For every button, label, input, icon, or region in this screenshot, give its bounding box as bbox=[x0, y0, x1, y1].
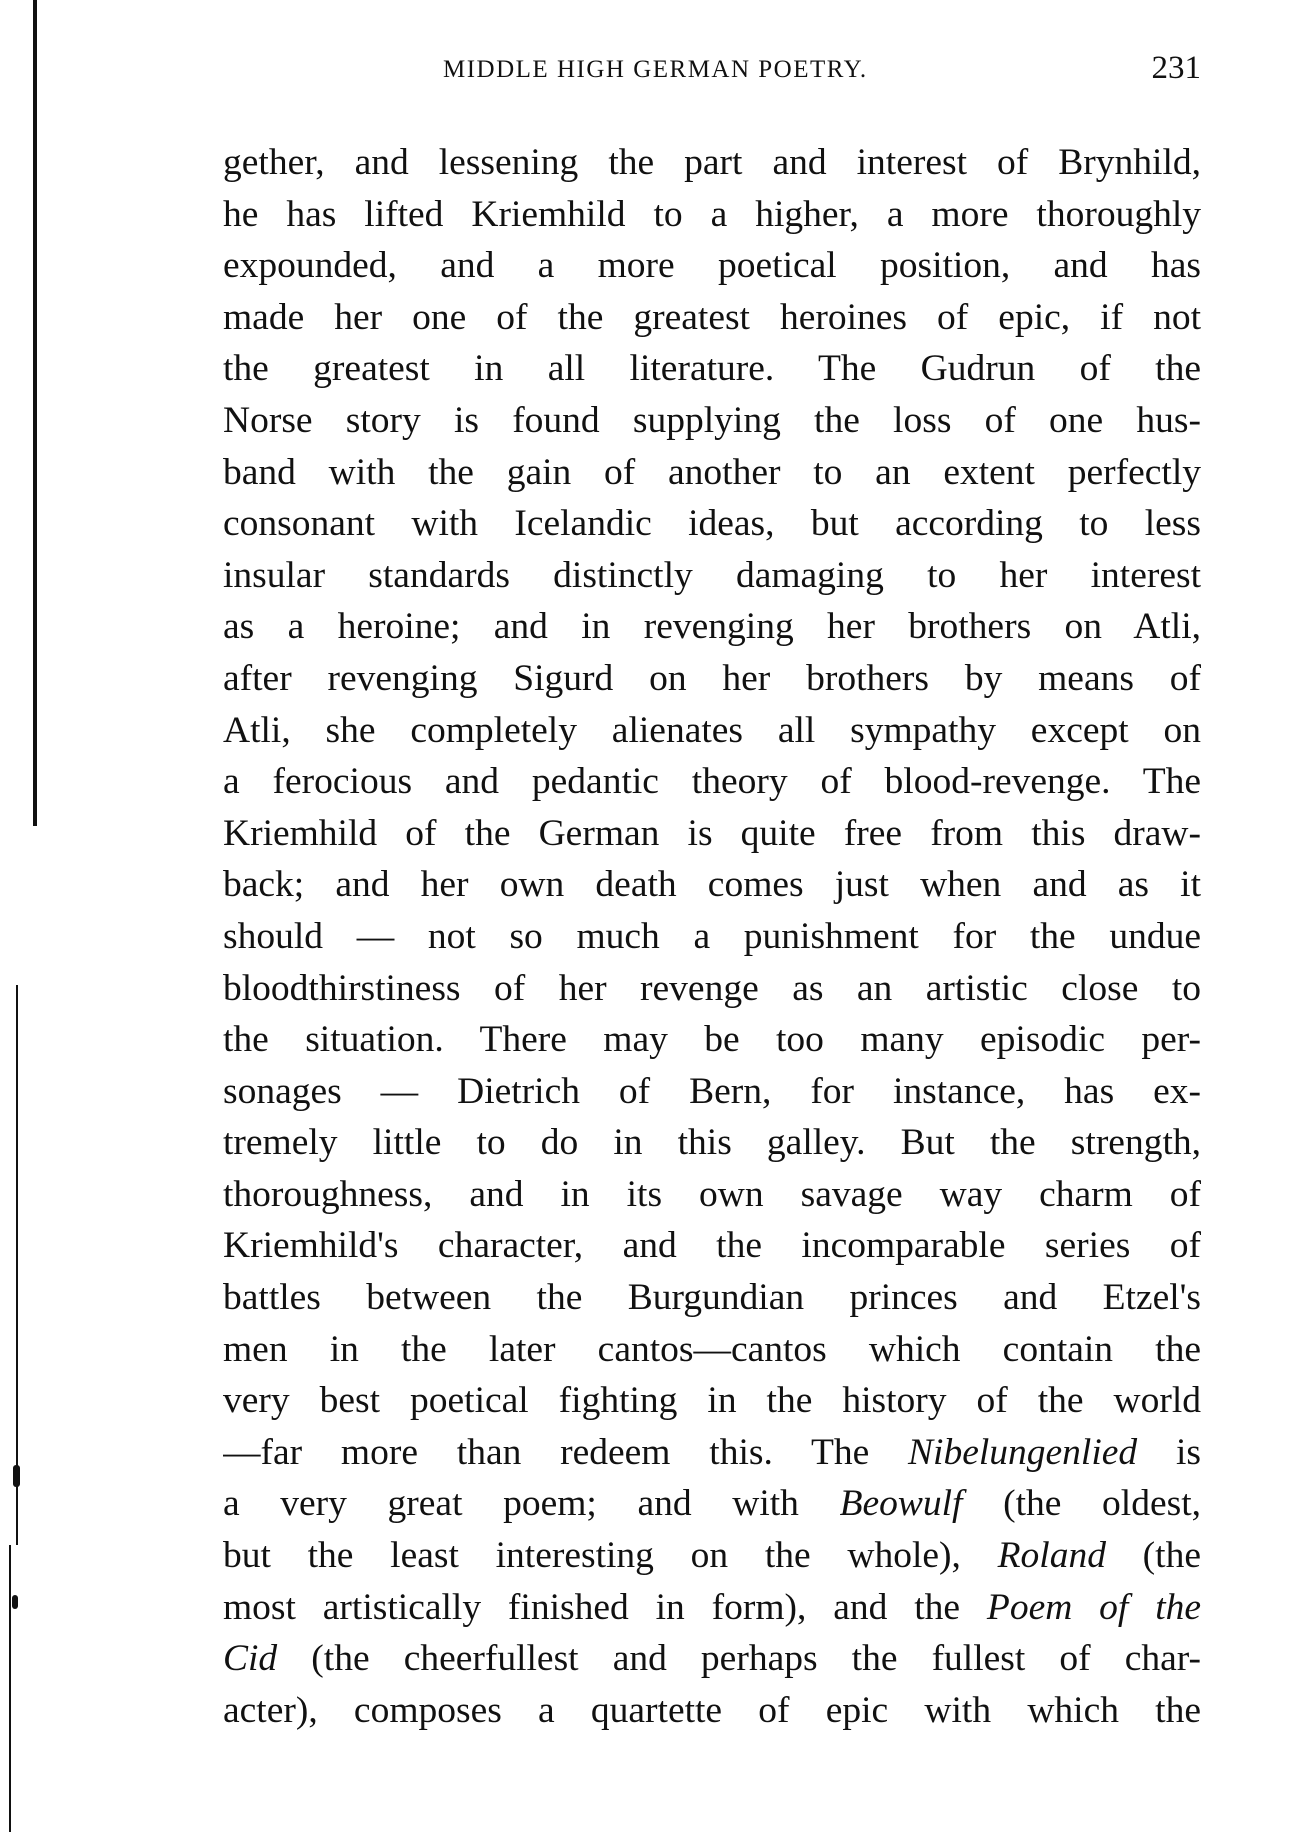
text-line bbox=[223, 189, 1201, 241]
italic-title: Nibelungenlied bbox=[908, 1431, 1138, 1473]
text-line bbox=[223, 1530, 1201, 1582]
text-segment: is bbox=[1137, 1431, 1201, 1473]
text-segment: band with the gain of another to an extent perfectly bbox=[223, 451, 1201, 493]
scan-edge-line bbox=[33, 0, 37, 826]
text-segment: but the least interesting on the whole), bbox=[223, 1535, 998, 1577]
text-segment: the greatest in all literature. The Gudrun of the bbox=[223, 348, 1201, 390]
text-line bbox=[223, 653, 1201, 705]
scan-edge-line bbox=[16, 985, 18, 1545]
text-line bbox=[223, 1066, 1201, 1118]
text-segment: expounded, and a more poetical position, and has bbox=[223, 245, 1201, 287]
text-segment: acter), composes a quartette of epic with which the bbox=[223, 1689, 1201, 1731]
text-segment: bloodthirstiness of her revenge as an artistic close to bbox=[223, 967, 1201, 1009]
scan-edge-line bbox=[9, 1545, 11, 1832]
body-text bbox=[223, 137, 1201, 1736]
page-number: 231 bbox=[1151, 50, 1201, 86]
text-line bbox=[223, 808, 1201, 860]
italic-title: Cid bbox=[223, 1638, 278, 1680]
text-line bbox=[223, 137, 1201, 189]
italic-title: Beowulf bbox=[839, 1483, 963, 1525]
text-segment: tremely little to do in this galley. But the strength, bbox=[223, 1122, 1201, 1164]
text-segment: consonant with Icelandic ideas, but according to less bbox=[223, 503, 1201, 545]
text-line bbox=[223, 240, 1201, 292]
text-segment: Atli, she completely alienates all sympathy except on bbox=[223, 709, 1201, 751]
text-line bbox=[223, 1272, 1201, 1324]
text-line bbox=[223, 1375, 1201, 1427]
text-line bbox=[223, 292, 1201, 344]
text-segment: insular standards distinctly damaging to her interest bbox=[223, 554, 1201, 596]
italic-title: Poem of the bbox=[986, 1586, 1201, 1628]
text-line bbox=[223, 343, 1201, 395]
text-line bbox=[223, 601, 1201, 653]
text-line bbox=[223, 963, 1201, 1015]
text-segment: back; and her own death comes just when and as it bbox=[223, 864, 1201, 906]
text-line bbox=[223, 1633, 1201, 1685]
text-segment: battles between the Burgundian princes and Etzel's bbox=[223, 1277, 1201, 1319]
text-line bbox=[223, 1478, 1201, 1530]
text-line bbox=[223, 1427, 1201, 1479]
text-segment: very best poetical fighting in the history of the world bbox=[223, 1380, 1201, 1422]
text-segment: (the cheerfullest and perhaps the fullest of char- bbox=[277, 1638, 1201, 1680]
text-segment: most artistically finished in form), and the bbox=[223, 1586, 987, 1628]
text-segment: made her one of the greatest heroines of epic, if not bbox=[223, 296, 1201, 338]
text-segment: men in the later cantos—cantos which contain the bbox=[223, 1328, 1201, 1370]
text-line bbox=[223, 1582, 1201, 1634]
text-segment: he has lifted Kriemhild to a higher, a more thoroughly bbox=[223, 193, 1201, 235]
text-segment: as a heroine; and in revenging her brothers on Atli, bbox=[223, 606, 1201, 648]
text-line bbox=[223, 911, 1201, 963]
text-line bbox=[223, 756, 1201, 808]
text-line bbox=[223, 1685, 1201, 1737]
scan-edge-mark bbox=[12, 1595, 18, 1609]
text-segment: gether, and lessening the part and interest of Brynhild, bbox=[223, 142, 1201, 183]
text-segment: should — not so much a punishment for the undue bbox=[223, 915, 1201, 957]
text-line bbox=[223, 859, 1201, 911]
text-line bbox=[223, 498, 1201, 550]
scan-edge-mark bbox=[13, 1465, 20, 1487]
text-segment: sonages — Dietrich of Bern, for instance, has ex- bbox=[223, 1070, 1201, 1112]
italic-title: Roland bbox=[997, 1535, 1106, 1577]
running-title: MIDDLE HIGH GERMAN POETRY. bbox=[443, 56, 868, 83]
text-segment: a very great poem; and with bbox=[223, 1483, 840, 1525]
text-line bbox=[223, 1117, 1201, 1169]
text-segment: (the oldest, bbox=[962, 1483, 1201, 1525]
text-line bbox=[223, 1169, 1201, 1221]
text-line bbox=[223, 1220, 1201, 1272]
text-line bbox=[223, 395, 1201, 447]
text-line bbox=[223, 550, 1201, 602]
text-line bbox=[223, 1014, 1201, 1066]
text-segment: Kriemhild's character, and the incomparable series of bbox=[223, 1225, 1201, 1267]
text-segment: Norse story is found supplying the loss of one hus- bbox=[223, 399, 1201, 441]
page-header bbox=[223, 52, 1201, 92]
text-segment: Kriemhild of the German is quite free from this draw- bbox=[223, 812, 1201, 854]
text-segment: thoroughness, and in its own savage way charm of bbox=[223, 1173, 1201, 1215]
text-segment: the situation. There may be too many episodic per- bbox=[223, 1019, 1201, 1061]
text-segment: a ferocious and pedantic theory of blood-revenge. The bbox=[223, 761, 1201, 803]
text-line bbox=[223, 447, 1201, 499]
text-line bbox=[223, 705, 1201, 757]
text-segment: —far more than redeem this. The bbox=[223, 1431, 909, 1473]
text-segment: after revenging Sigurd on her brothers by means of bbox=[223, 657, 1201, 699]
text-line bbox=[223, 1324, 1201, 1376]
text-segment: (the bbox=[1105, 1535, 1201, 1577]
